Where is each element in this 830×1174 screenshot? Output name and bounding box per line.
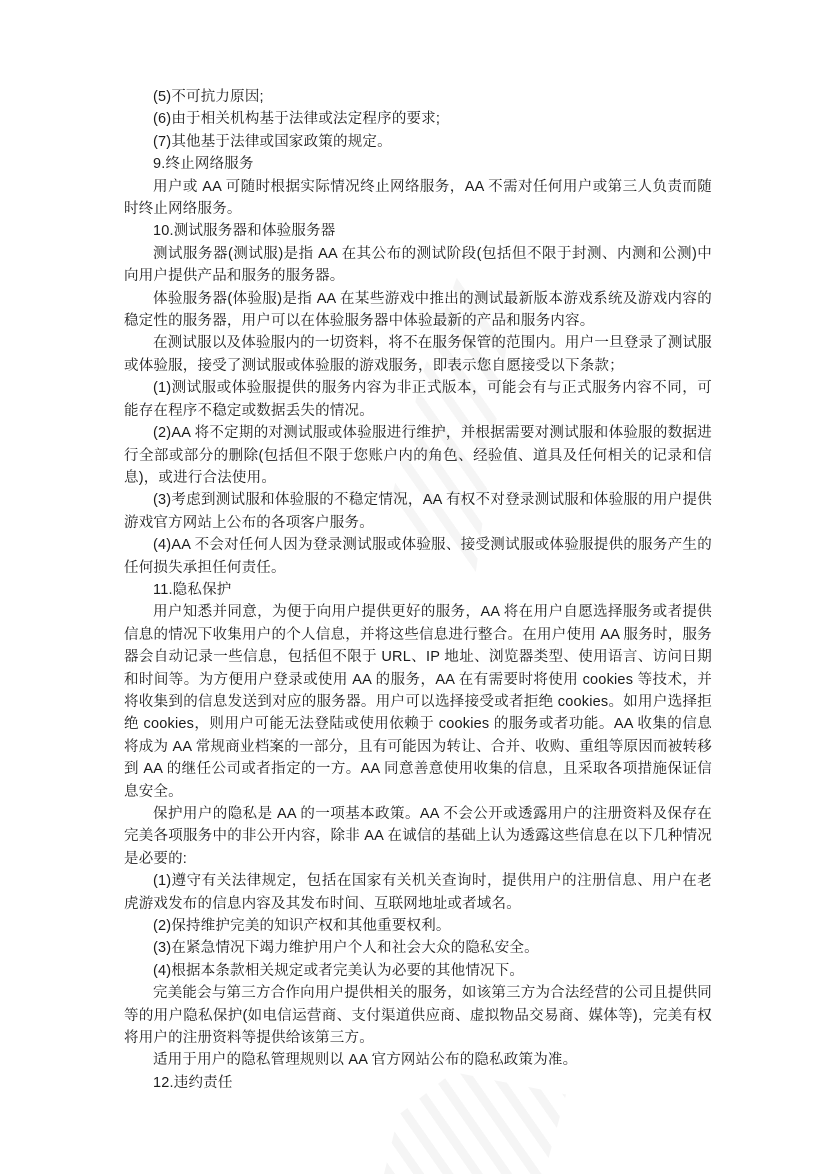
paragraph: 用户知悉并同意，为便于向用户提供更好的服务，AA 将在用户自愿选择服务或者提供信息的情况下收集用户的个人信息，并将这些信息进行整合。在用户使用 AA 服务时，服务器会自动记录一些信息，包括但不限于 URL、IP 地址、浏览器类型、使用语言、访问日期和时间等。为方便用户登录或使用 AA 的服务，AA 在有需要时将使用 cookies 等技术，并将收集到的信息发送到对应的服务器。用户可以选择接受或者拒绝 cookies。如用户选择拒绝 cookies，则用户可能无法登陆或使用依赖于 cookies 的服务或者功能。AA 收集的信息将成为 AA 常规商业档案的一部分，且有可能因为转让、合并、收购、重组等原因而被转移到 AA 的继任公司或者指定的一方。AA 同意善意使用收集的信息，且采取各项措施保证信息安全。 (124, 604, 712, 800)
section-heading: 11.隐私保护 (153, 581, 232, 598)
paragraph: (2)保持维护完美的知识产权和其他重要权利。 (153, 918, 451, 935)
document-content (124, 86, 712, 1094)
paragraph: (3)在紧急情况下竭力维护用户个人和社会大众的隐私安全。 (153, 940, 539, 957)
paragraph: 完美能会与第三方合作向用户提供相关的服务，如该第三方为合法经营的公司且提供同等的用户隐私保护(如电信运营商、支付渠道供应商、虚拟物品交易商、媒体等)，完美有权将用户的注册资料等提供给该第三方。 (124, 985, 712, 1047)
paragraph: 测试服务器(测试服)是指 AA 在其公布的测试阶段(包括但不限于封测、内测和公测)中向用户提供产品和服务的服务器。 (124, 245, 712, 285)
paragraph: (6)由于相关机构基于法律或法定程序的要求; (153, 111, 441, 128)
paragraph: (3)考虑到测试服和体验服的不稳定情况，AA 有权不对登录测试服和体验服的用户提供游戏官方网站上公布的各项客户服务。 (124, 492, 712, 531)
paragraph: (5)不可抗力原因; (153, 89, 264, 105)
paragraph: 适用于用户的隐私管理规则以 AA 官方网站公布的隐私政策为准。 (153, 1052, 578, 1069)
section-heading: 12.违约责任 (153, 1074, 233, 1091)
paragraph: 体验服务器(体验服)是指 AA 在某些游戏中推出的测试最新版本游戏系统及游戏内容的稳定性的服务器，用户可以在体验服务器中体验最新的产品和服务内容。 (124, 290, 712, 330)
paragraph: (4)AA 不会对任何人因为登录测试服或体验服、接受测试服或体验服提供的服务产生的任何损失承担任何责任。 (124, 537, 712, 576)
paragraph: 用户或 AA 可随时根据实际情况终止网络服务，AA 不需对任何用户或第三人负责而随时终止网络服务。 (124, 178, 712, 218)
paragraph: (4)根据本条款相关规定或者完美认为必要的其他情况下。 (153, 962, 525, 979)
paragraph: (7)其他基于法律或国家政策的规定。 (153, 133, 392, 150)
paragraph: 保护用户的隐私是 AA 的一项基本政策。AA 不会公开或透露用户的注册资料及保存在完美各项服务中的非公开内容，除非 AA 在诚信的基础上认为透露这些信息在以下几种情况是必要的: (124, 806, 712, 867)
paragraph: (1)遵守有关法律规定，包括在国家有关机关查询时，提供用户的注册信息、用户在老虎游戏发布的信息内容及其发布时间、互联网地址或者域名。 (124, 873, 712, 912)
paragraph: (1)测试服或体验服提供的服务内容为非正式版本，可能会有与正式服务内容不同，可能存在程序不稳定或数据丢失的情况。 (124, 380, 712, 419)
paragraph: (2)AA 将不定期的对测试服或体验服进行维护，并根据需要对测试服和体验服的数据进行全部或部分的删除(包括但不限于您账户内的角色、经验值、道具及任何相关的记录和信息)，或进行合法使用。 (124, 425, 712, 486)
paragraph: 在测试服以及体验服内的一切资料，将不在服务保管的范围内。用户一旦登录了测试服或体验服，接受了测试服或体验服的游戏服务，即表示您自愿接受以下条款； (124, 335, 712, 374)
section-heading: 9.终止网络服务 (153, 156, 254, 173)
section-heading: 10.测试服务器和体验服务器 (153, 223, 336, 240)
